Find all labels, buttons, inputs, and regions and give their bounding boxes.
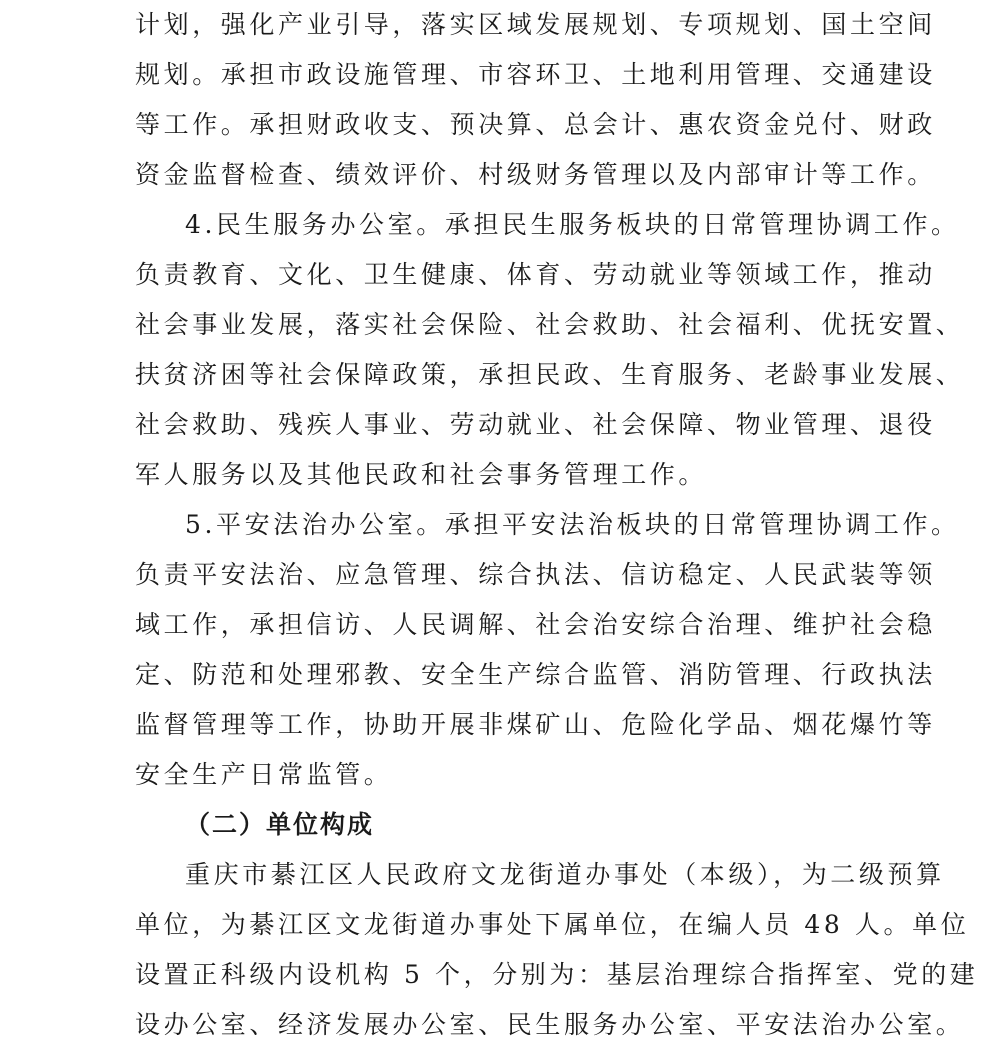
paragraph-line: 域工作，承担信访、人民调解、社会治安综合治理、维护社会稳 <box>135 610 936 639</box>
paragraph-line: 扶贫济困等社会保障政策，承担民政、生育服务、老龄事业发展、 <box>135 360 965 389</box>
section-5-title-line: 5.平安法治办公室。承担平安法治板块的日常管理协调工作。 <box>185 510 960 539</box>
paragraph-line: 负责平安法治、应急管理、综合执法、信访稳定、人民武装等领 <box>135 560 936 589</box>
paragraph-line: 计划，强化产业引导，落实区域发展规划、专项规划、国土空间 <box>135 10 936 39</box>
paragraph-line: 安全生产日常监管。 <box>135 760 393 789</box>
paragraph-line: 等工作。承担财政收支、预决算、总会计、惠农资金兑付、财政 <box>135 110 936 139</box>
paragraph-line: 军人服务以及其他民政和社会事务管理工作。 <box>135 460 708 489</box>
paragraph-line: 单位，为綦江区文龙街道办事处下属单位，在编人员 48 人。单位 <box>135 910 970 939</box>
paragraph-line: 规划。承担市政设施管理、市容环卫、土地利用管理、交通建设 <box>135 60 936 89</box>
paragraph-line: 重庆市綦江区人民政府文龙街道办事处（本级），为二级预算 <box>185 860 945 889</box>
paragraph-line: 社会事业发展，落实社会保险、社会救助、社会福利、优抚安置、 <box>135 310 965 339</box>
section-4-title-line: 4.民生服务办公室。承担民生服务板块的日常管理协调工作。 <box>185 210 960 239</box>
section-heading: （二）单位构成 <box>185 810 375 839</box>
paragraph-line: 资金监督检查、绩效评价、村级财务管理以及内部审计等工作。 <box>135 160 936 189</box>
paragraph-line: 社会救助、残疾人事业、劳动就业、社会保障、物业管理、退役 <box>135 410 936 439</box>
paragraph-line: 负责教育、文化、卫生健康、体育、劳动就业等领域工作，推动 <box>135 260 936 289</box>
paragraph-line: 监督管理等工作，协助开展非煤矿山、危险化学品、烟花爆竹等 <box>135 710 936 739</box>
paragraph-line: 设置正科级内设机构 5 个，分别为：基层治理综合指挥室、党的建 <box>135 960 979 989</box>
paragraph-line: 设办公室、经济发展办公室、民生服务办公室、平安法治办公室。 <box>135 1010 965 1039</box>
paragraph-line: 定、防范和处理邪教、安全生产综合监管、消防管理、行政执法 <box>135 660 936 689</box>
